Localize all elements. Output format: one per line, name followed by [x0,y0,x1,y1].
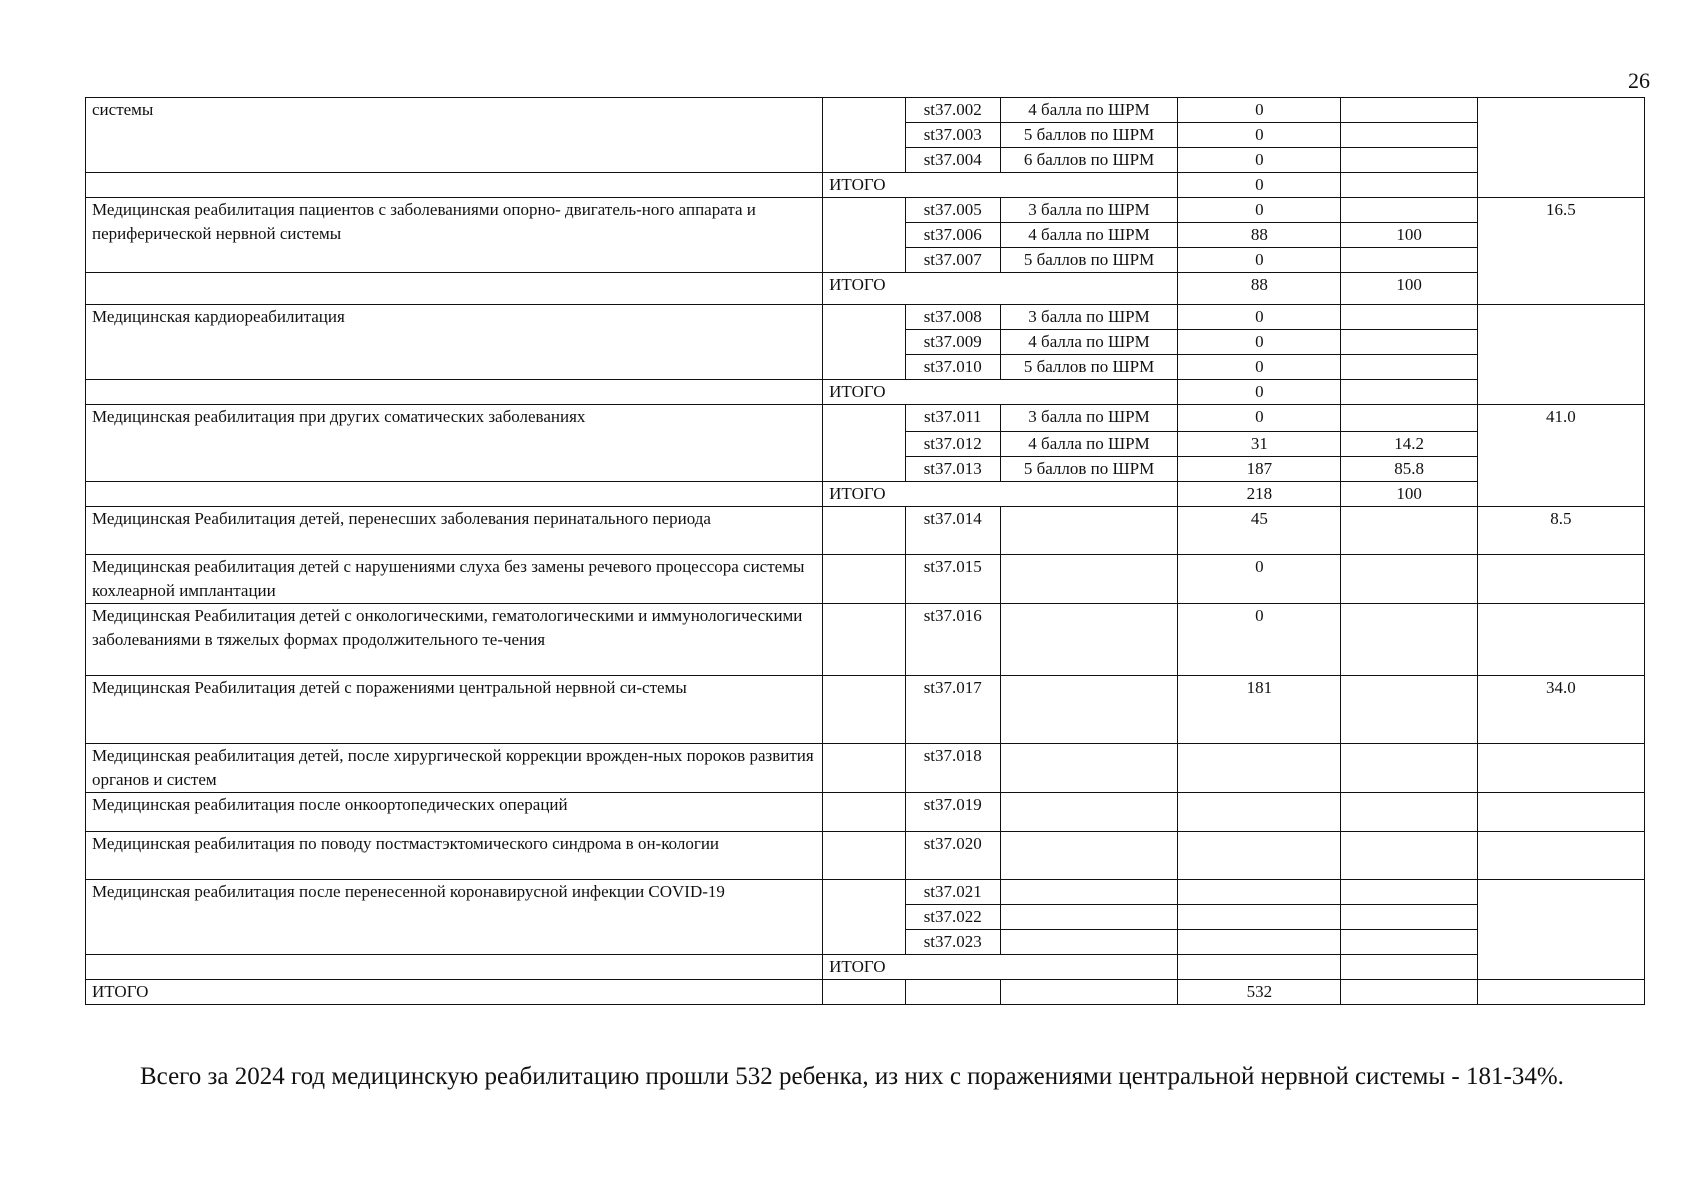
subtotal-percent [1341,173,1477,198]
share-cell [1477,555,1644,604]
table-row [86,405,1645,432]
empty-cell [823,507,906,555]
count-cell: 0 [1178,198,1341,223]
table-row [86,273,1645,305]
table-row [86,832,1645,880]
empty-cell [905,980,1000,1005]
subtotal-percent: 100 [1341,273,1477,305]
table-row [86,980,1645,1005]
score-cell: 4 балла по ШРМ [1000,330,1178,355]
code-cell: st37.022 [905,905,1000,930]
table-row [86,98,1645,123]
empty-cell [823,305,906,380]
empty-cell [1341,930,1477,955]
count-cell [1178,744,1341,793]
code-cell: st37.006 [905,223,1000,248]
empty-cell [823,676,906,744]
empty-cell [1341,980,1477,1005]
share-cell [1477,744,1644,793]
table-row [86,507,1645,555]
count-cell: 45 [1178,507,1341,555]
share-cell [1477,98,1644,198]
percent-cell [1341,330,1477,355]
count-cell: 0 [1178,355,1341,380]
count-cell: 0 [1178,123,1341,148]
empty-cell [86,482,823,507]
count-cell [1178,793,1341,832]
code-cell: st37.015 [905,555,1000,604]
empty-cell [823,198,906,273]
subtotal-count: 218 [1178,482,1341,507]
empty-cell [86,380,823,405]
count-cell: 0 [1178,604,1341,676]
empty-cell [1000,880,1178,905]
share-cell: 16.5 [1477,198,1644,305]
share-cell [1477,604,1644,676]
share-cell: 34.0 [1477,676,1644,744]
empty-cell [1341,604,1477,676]
count-cell: 0 [1178,330,1341,355]
empty-cell [86,955,823,980]
code-cell: st37.013 [905,457,1000,482]
table-row [86,676,1645,744]
empty-cell [1000,980,1178,1005]
row-name: Медицинская Реабилитация детей с онкологическими, гематологическими и иммунологическими заболеваниями в тяжелых формах продолжительного те-чения [86,604,823,676]
table-row [86,744,1645,793]
table-row [86,380,1645,405]
empty-cell [823,555,906,604]
table-row [86,955,1645,980]
score-cell: 3 балла по ШРМ [1000,305,1178,330]
empty-cell [823,744,906,793]
empty-cell [86,273,823,305]
score-cell: 3 балла по ШРМ [1000,405,1178,432]
code-cell: st37.016 [905,604,1000,676]
score-cell: 6 баллов по ШРМ [1000,148,1178,173]
percent-cell [1341,305,1477,330]
empty-cell [823,405,906,482]
empty-cell [1000,793,1178,832]
code-cell: st37.012 [905,432,1000,457]
subtotal-label: ИТОГО [823,955,1178,980]
empty-cell [823,832,906,880]
percent-cell [1341,148,1477,173]
group-name: Медицинская реабилитация пациентов с заболеваниями опорно- двигатель-ного аппарата и периферической нервной системы [86,198,823,273]
score-cell: 5 баллов по ШРМ [1000,248,1178,273]
empty-cell [1000,930,1178,955]
code-cell: st37.020 [905,832,1000,880]
rehabilitation-table [85,97,1645,1005]
table-row [86,604,1645,676]
percent-cell [1341,98,1477,123]
empty-cell [1000,507,1178,555]
count-cell: 88 [1178,223,1341,248]
code-cell: st37.021 [905,880,1000,905]
empty-cell [1341,905,1477,930]
empty-cell [1341,880,1477,905]
count-cell: 0 [1178,405,1341,432]
score-cell: 4 балла по ШРМ [1000,432,1178,457]
row-name: Медицинская реабилитация детей, после хирургической коррекции врожден-ных пороков развития органов и систем [86,744,823,793]
subtotal-label: ИТОГО [823,173,1178,198]
subtotal-count: 0 [1178,380,1341,405]
percent-cell [1341,355,1477,380]
row-name: Медицинская Реабилитация детей, перенесших заболевания перинатального периода [86,507,823,555]
empty-cell [1341,507,1477,555]
empty-cell [1341,676,1477,744]
row-name: Медицинская реабилитация детей с нарушениями слуха без замены речевого процессора системы кохлеарной имплантации [86,555,823,604]
percent-cell: 85.8 [1341,457,1477,482]
table-row [86,173,1645,198]
subtotal-label: ИТОГО [823,273,1178,305]
empty-cell [1000,676,1178,744]
percent-cell [1341,123,1477,148]
code-cell: st37.014 [905,507,1000,555]
group-name: Медицинская реабилитация после перенесенной коронавирусной инфекции COVID-19 [86,880,823,955]
empty-cell [823,98,906,173]
table-row [86,880,1645,905]
empty-cell [1178,880,1341,905]
code-cell: st37.019 [905,793,1000,832]
count-cell: 0 [1178,305,1341,330]
empty-cell [1341,555,1477,604]
code-cell: st37.008 [905,305,1000,330]
share-cell [1477,305,1644,405]
code-cell: st37.002 [905,98,1000,123]
page-number: 26 [1628,68,1650,93]
code-cell: st37.003 [905,123,1000,148]
count-cell: 0 [1178,555,1341,604]
subtotal-percent [1341,380,1477,405]
code-cell: st37.010 [905,355,1000,380]
group-name: Медицинская кардиореабилитация [86,305,823,380]
percent-cell: 100 [1341,223,1477,248]
empty-cell [823,880,906,955]
empty-cell [1000,604,1178,676]
count-cell: 0 [1178,148,1341,173]
subtotal-label: ИТОГО [823,380,1178,405]
table-row [86,555,1645,604]
percent-cell [1341,198,1477,223]
empty-cell [1000,905,1178,930]
row-name: Медицинская реабилитация по поводу постмастэктомического синдрома в он-кологии [86,832,823,880]
percent-cell: 14.2 [1341,432,1477,457]
row-name: Медицинская реабилитация после онкоортопедических операций [86,793,823,832]
empty-cell [1178,930,1341,955]
code-cell: st37.007 [905,248,1000,273]
subtotal-count: 0 [1178,173,1341,198]
group-name: Медицинская реабилитация при других соматических заболеваниях [86,405,823,482]
empty-cell [823,604,906,676]
share-cell: 41.0 [1477,405,1644,507]
table-row [86,482,1645,507]
count-cell: 31 [1178,432,1341,457]
grand-total-label: ИТОГО [86,980,823,1005]
empty-cell [86,173,823,198]
count-cell: 0 [1178,248,1341,273]
share-cell [1477,832,1644,880]
subtotal-percent: 100 [1341,482,1477,507]
empty-cell [1341,955,1477,980]
empty-cell [823,793,906,832]
empty-cell [1000,832,1178,880]
code-cell: st37.017 [905,676,1000,744]
table-row [86,793,1645,832]
empty-cell [1341,832,1477,880]
table-row [86,305,1645,330]
count-cell: 0 [1178,98,1341,123]
score-cell: 5 баллов по ШРМ [1000,355,1178,380]
table-row [86,198,1645,223]
score-cell: 5 баллов по ШРМ [1000,457,1178,482]
score-cell: 3 балла по ШРМ [1000,198,1178,223]
empty-cell [1341,744,1477,793]
code-cell: st37.009 [905,330,1000,355]
code-cell: st37.005 [905,198,1000,223]
count-cell [1178,832,1341,880]
share-cell: 8.5 [1477,507,1644,555]
count-cell: 187 [1178,457,1341,482]
empty-cell [1000,555,1178,604]
code-cell: st37.023 [905,930,1000,955]
grand-total-count: 532 [1178,980,1341,1005]
score-cell: 5 баллов по ШРМ [1000,123,1178,148]
empty-cell [1178,955,1341,980]
code-cell: st37.004 [905,148,1000,173]
subtotal-count: 88 [1178,273,1341,305]
subtotal-label: ИТОГО [823,482,1178,507]
code-cell: st37.018 [905,744,1000,793]
empty-cell [1477,880,1644,980]
summary-paragraph: Всего за 2024 год медицинскую реабилитацию прошли 532 ребенка, из них с поражениями центральной нервной системы - 181-34%. [140,1063,1564,1090]
count-cell: 181 [1178,676,1341,744]
share-cell [1477,793,1644,832]
percent-cell [1341,248,1477,273]
group-name: системы [86,98,823,173]
score-cell: 4 балла по ШРМ [1000,223,1178,248]
empty-cell [1178,905,1341,930]
empty-cell [1000,744,1178,793]
empty-cell [1477,980,1644,1005]
percent-cell [1341,405,1477,432]
row-name: Медицинская Реабилитация детей с поражениями центральной нервной си-стемы [86,676,823,744]
code-cell: st37.011 [905,405,1000,432]
empty-cell [1341,793,1477,832]
score-cell: 4 балла по ШРМ [1000,98,1178,123]
empty-cell [823,980,906,1005]
